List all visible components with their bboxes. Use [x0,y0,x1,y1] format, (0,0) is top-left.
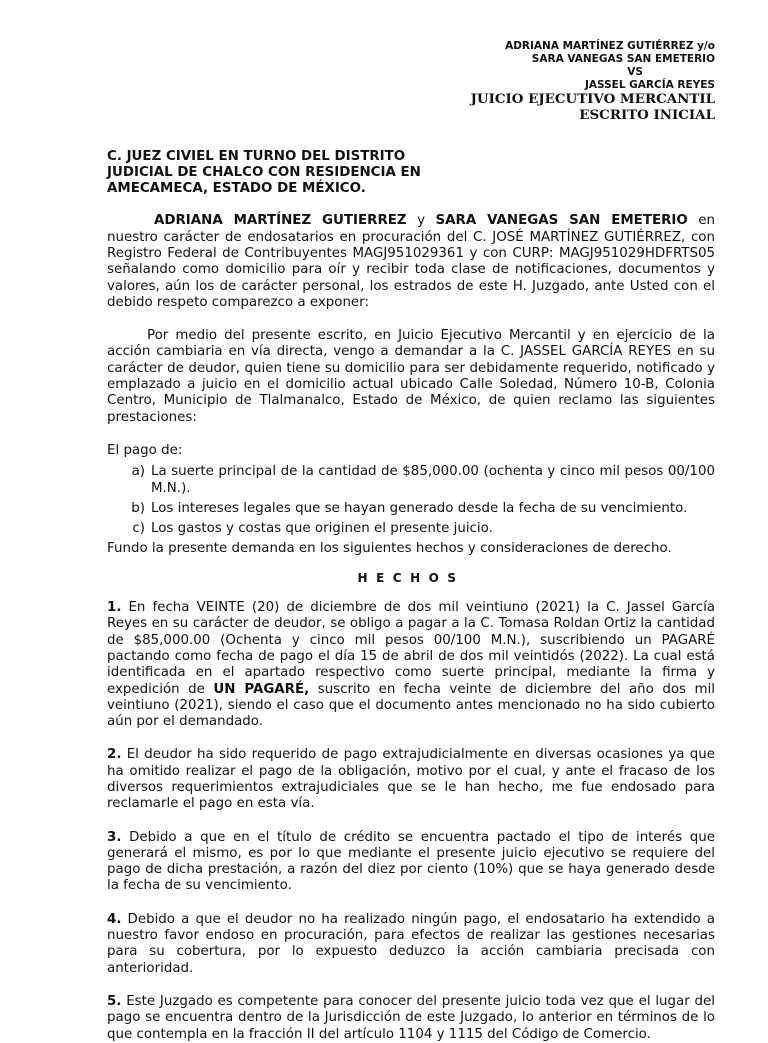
fact-5 [107,994,715,1043]
payment-intro: El pago de: [107,442,183,458]
hechos-heading: HECHOS [357,570,465,585]
case-header [107,40,715,123]
fact-number: 2. [107,747,122,763]
intro-text: en nuestro carácter de endosatarios en procuración del C. JOSÉ MARTÍNEZ GUTIÉRREZ, con Registro Federal de Contribuyentes MAGJ951029361 y con CURP: MAGJ951029HDFRTS05 señalando como domicilio para oír y recibir toda clase de notificaciones, documentos y valores, aún los de carácter personal, los estrados de este H. Juzgado, ante Usted con el debido respeto comparezco a exponer: [107,213,715,310]
document-type: ESCRITO INICIAL [579,106,715,123]
versus-label: VS [627,66,643,78]
fact-number: 5. [107,993,122,1009]
fact-4 [107,912,715,977]
fact-text: Debido a que en el título de crédito se encuentra pactado el tipo de interés que generará el mismo, es por lo que mediante el presente juicio ejecutivo se requiere del pago de dicha prestación, a razón del diez por ciento (10%) que se haya generado desde la fecha de su vencimiento. [107,829,715,894]
fact-2 [107,747,715,812]
fact-number: 1. [107,600,122,616]
fact-number: 4. [107,911,122,927]
fact-3 [107,830,715,895]
list-item [107,464,715,497]
list-item-label: c) [132,521,145,537]
list-item-text: La suerte principal de la cantidad de $85,000.00 (ochenta y cinco mil pesos 00/100 M.N.). [151,464,715,496]
intro-paragraph [107,213,715,311]
plaintiff-line-2: SARA VANEGAS SAN EMETERIO [531,53,715,65]
basis-paragraph: Fundo la presente demanda en los siguientes hechos y consideraciones de derecho. [107,541,672,557]
fact-number: 3. [107,829,122,845]
defendant-line: JASSEL GARCÍA REYES [584,79,715,91]
plaintiff-line-1: ADRIANA MARTÍNEZ GUTIÉRREZ y/o [505,40,715,52]
list-item [107,501,715,517]
list-item-label: a) [131,464,145,480]
list-item-text: Los gastos y costas que originen el presente juicio. [151,521,493,537]
demand-paragraph: Por medio del presente escrito, en Juicio Ejecutivo Mercantil y en ejercicio de la acción cambiaria en vía directa, vengo a demandar a la C. JASSEL GARCÍA REYES en su carácter de deudor, quien tiene su domicilio para ser debidamente requerido, notificado y emplazado a juicio en el domicilio actual ubicado Calle Soledad, Número 10-B, Colonia Centro, Municipio de Tlalmanalco, Estado de México, de quien reclamo las siguientes prestaciones: [107,328,715,425]
document-page [107,40,715,1043]
fact-text: En fecha VEINTE (20) de diciembre de dos mil veintiuno (2021) la C. Jassel García Reyes en su carácter de deudor, se obligo a pagar a la C. Tomasa Roldan Ortiz la cantidad de $85,000.00 (Ochenta y cinco mil pesos 00/100 M.N.), suscribiendo un PAGARÉ pactando como fecha de pago el día 15 de abril de dos mil veintidós (2022). La cual está identificada en el apartado respectivo como suerte principal, mediante la firma y expedición de [107,600,715,697]
fact-text: El deudor ha sido requerido de pago extrajudicialmente en diversas ocasiones ya que ha omitido realizar el pago de la obligación, motivo por el cual, y ante el fracaso de los diversos requerimientos extrajudiciales que se le han hecho, me fue endosado para reclamarle el pago en esta vía. [107,747,715,812]
fact-text: Debido a que el deudor no ha realizado ningún pago, el endosatario ha extendido a nuestro favor endoso en procuración, para efectos de realizar las gestiones necesarias para su cobertura, por lo expuesto deduzco la acción cambiaria precisada con anterioridad. [107,911,715,976]
fact-text: suscrito en fecha veinte de diciembre del año dos mil veintiuno (2021), siendo el caso que el documento antes mencionado no ha sido cubierto aún por el demandado. [107,681,715,730]
prestaciones-list [107,464,715,537]
list-item [107,521,715,537]
fact-text: Este Juzgado es competente para conocer del presente juicio toda vez que el lugar del pago se encuentra dentro de la Jurisdicción de este Juzgado, lo anterior en términos de lo que contempla en la fracción II del artículo 1104 y 1115 del Código de Comercio. [107,993,715,1042]
list-item-text: Los intereses legales que se hayan generado desde la fecha de su vencimiento. [151,500,688,516]
plaintiff-name-2: SARA VANEGAS SAN EMETERIO [435,213,688,229]
addressee: C. JUEZ CIVIEL EN TURNO DEL DISTRITO JUDICIAL DE CHALCO CON RESIDENCIA EN AMECAMECA, ESTADO DE MÉXICO. [107,149,421,196]
fact-emphasis: UN PAGARÉ, [213,681,310,697]
plaintiff-name-1: ADRIANA MARTÍNEZ GUTIERREZ [154,213,407,229]
intro-conjunction: y [406,213,436,229]
case-type: JUICIO EJECUTIVO MERCANTIL [470,91,715,107]
list-item-label: b) [131,500,145,516]
fact-1 [107,600,715,730]
